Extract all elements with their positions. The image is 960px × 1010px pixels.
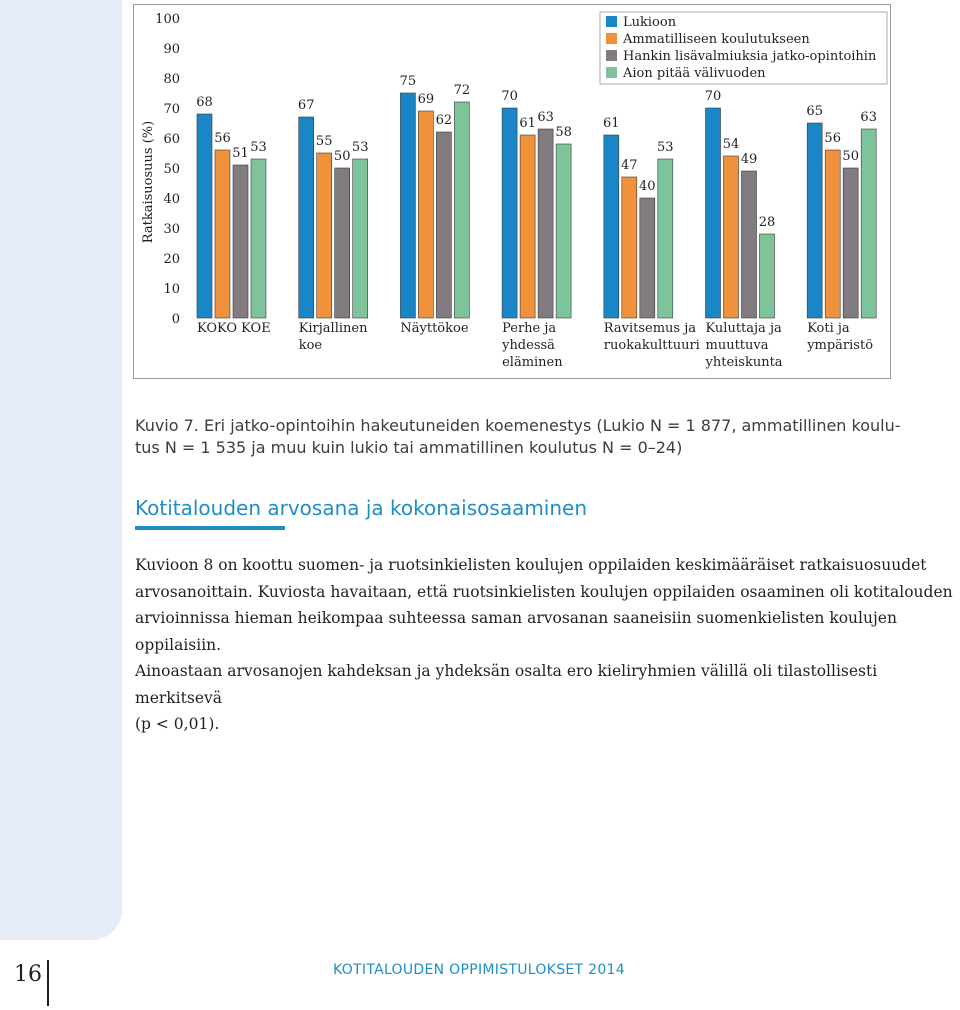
legend-swatch xyxy=(606,16,617,27)
body-line: (p < 0,01). xyxy=(135,715,220,733)
bar xyxy=(825,150,840,318)
footer-divider xyxy=(47,960,49,1006)
bar-value-label: 28 xyxy=(758,215,776,230)
figure-caption xyxy=(135,415,945,459)
bar xyxy=(197,114,212,318)
category-label: yhdessä xyxy=(502,338,555,353)
footer-title: KOTITALOUDEN OPPIMISTULOKSET 2014 xyxy=(333,962,625,978)
legend-label: Lukioon xyxy=(623,15,677,30)
bar-value-label: 58 xyxy=(555,125,572,140)
bar-chart xyxy=(0,0,960,400)
bar xyxy=(843,168,858,318)
bar-value-label: 40 xyxy=(639,179,656,194)
bar-value-label: 68 xyxy=(196,95,213,110)
y-tick-label: 30 xyxy=(163,222,180,237)
y-tick-label: 40 xyxy=(163,192,180,207)
heading-underline xyxy=(135,526,285,530)
body-line: Kuvioon 8 on koottu suomen- ja ruotsinkielisten koulujen oppilaiden keskimääräiset ratkaisuosuudet xyxy=(135,556,927,574)
bar-value-label: 49 xyxy=(740,152,758,167)
caption-line-1: Eri jatko-opintoihin hakeutuneiden koemenestys (Lukio N = 1 877, ammatillinen koulu- xyxy=(198,416,901,435)
bar xyxy=(436,132,451,318)
bar-value-label: 75 xyxy=(399,74,417,89)
body-line: arvosanoittain. Kuviosta havaitaan, että ruotsinkielisten koulujen oppilaiden osaaminen oli kotitalouden xyxy=(135,582,953,601)
bar xyxy=(502,108,517,318)
category-label: ympäristö xyxy=(807,338,874,353)
caption-label: Kuvio 7. xyxy=(135,416,199,435)
bar-value-label: 70 xyxy=(501,89,518,104)
bar-value-label: 56 xyxy=(214,131,231,146)
bar-value-label: 72 xyxy=(453,83,471,98)
y-axis-label: Ratkaisuosuus (%) xyxy=(141,120,156,244)
y-tick-label: 50 xyxy=(163,162,180,177)
bar-value-label: 50 xyxy=(333,149,351,164)
category-label: Kirjallinen xyxy=(298,321,368,336)
caption-line-2: tus N = 1 535 ja muu kuin lukio tai ammatillinen koulutus N = 0–24) xyxy=(135,438,683,457)
bar xyxy=(353,159,368,318)
bar-value-label: 67 xyxy=(297,98,315,113)
bar xyxy=(400,93,415,318)
category-label: eläminen xyxy=(502,355,563,370)
bar-value-label: 63 xyxy=(537,110,554,125)
bar-value-label: 53 xyxy=(351,140,369,155)
bar xyxy=(335,168,350,318)
body-paragraph xyxy=(135,552,955,738)
bar xyxy=(317,153,332,318)
category-label: Näyttökoe xyxy=(400,321,469,336)
legend-swatch xyxy=(606,33,617,44)
y-tick-label: 20 xyxy=(163,252,180,267)
bar-value-label: 61 xyxy=(603,116,620,131)
category-label: ruokakulttuuri xyxy=(603,338,700,353)
bar-value-label: 65 xyxy=(806,104,823,119)
category-label: koe xyxy=(298,338,323,353)
y-tick-label: 80 xyxy=(163,72,180,87)
bar-value-label: 70 xyxy=(704,89,722,104)
bar xyxy=(604,135,619,318)
bar-value-label: 53 xyxy=(657,140,674,155)
category-label: Ravitsemus ja xyxy=(603,321,697,336)
bar xyxy=(299,117,314,318)
category-label: yhteiskunta xyxy=(705,355,783,370)
page-number: 16 xyxy=(14,962,42,987)
bar-value-label: 55 xyxy=(315,134,333,149)
bar xyxy=(538,129,553,318)
body-line: arvioinnissa hieman heikompaa suhteessa saman arvosanan saaneisiin suomenkielisten koulujen oppilaisiin. xyxy=(135,609,897,654)
bar-value-label: 51 xyxy=(232,146,249,161)
bar-value-label: 54 xyxy=(722,137,740,152)
bar-value-label: 56 xyxy=(824,131,841,146)
y-tick-label: 100 xyxy=(155,12,180,27)
category-label: Kuluttaja ja xyxy=(705,321,782,336)
bar xyxy=(658,159,673,318)
bar xyxy=(807,123,822,318)
legend-label: Aion pitää välivuoden xyxy=(623,66,766,81)
bar xyxy=(454,102,469,318)
bar xyxy=(760,234,775,318)
bar xyxy=(640,198,655,318)
bar xyxy=(215,150,230,318)
bar-value-label: 62 xyxy=(435,113,453,128)
bar xyxy=(706,108,721,318)
bar xyxy=(520,135,535,318)
y-tick-label: 60 xyxy=(163,132,180,147)
legend-swatch xyxy=(606,67,617,78)
legend-label: Ammatilliseen koulutukseen xyxy=(623,32,810,47)
category-label: Koti ja xyxy=(807,321,850,336)
bar xyxy=(418,111,433,318)
bar xyxy=(742,171,757,318)
legend-swatch xyxy=(606,50,617,61)
bar-value-label: 50 xyxy=(842,149,859,164)
bar-value-label: 53 xyxy=(250,140,267,155)
y-tick-label: 70 xyxy=(163,102,180,117)
legend-label: Hankin lisävalmiuksia jatko-opintoihin xyxy=(623,49,877,64)
bar xyxy=(233,165,248,318)
bar xyxy=(861,129,876,318)
category-label: KOKO KOE xyxy=(197,321,271,336)
category-label: muuttuva xyxy=(705,338,769,353)
category-label: Perhe ja xyxy=(502,321,557,336)
y-tick-label: 10 xyxy=(163,282,180,297)
bar xyxy=(724,156,739,318)
bar xyxy=(622,177,637,318)
bar-value-label: 69 xyxy=(417,92,435,107)
body-line: Ainoastaan arvosanojen kahdeksan ja yhdeksän osalta ero kieliryhmien välillä oli tilastollisesti merkitsevä xyxy=(135,662,878,707)
y-tick-label: 0 xyxy=(171,312,180,327)
y-tick-label: 90 xyxy=(163,42,180,57)
section-heading: Kotitalouden arvosana ja kokonaisosaaminen xyxy=(135,496,588,520)
bar-value-label: 63 xyxy=(860,110,877,125)
bar xyxy=(556,144,571,318)
bar-value-label: 47 xyxy=(621,158,638,173)
bar xyxy=(251,159,266,318)
bar-value-label: 61 xyxy=(519,116,536,131)
